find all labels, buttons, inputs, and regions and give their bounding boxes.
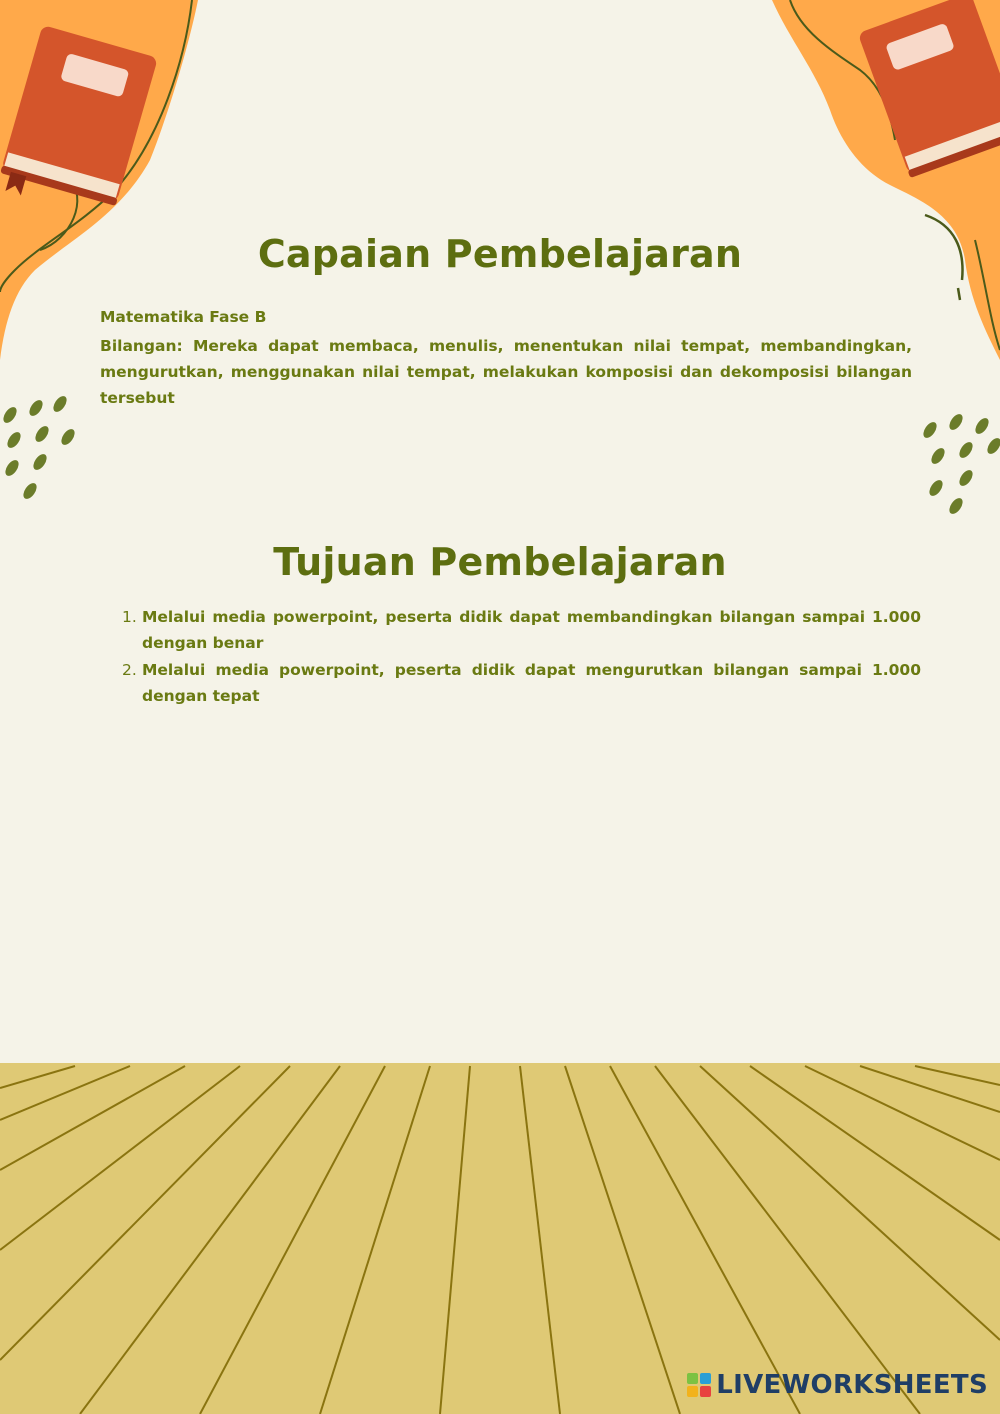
list-item-text: Melalui media powerpoint, peserta didik dapat membandingkan bilangan sampai 1.000 dengan benar	[142, 608, 921, 652]
liveworksheets-logo-text: LIVEWORKSHEETS	[716, 1370, 988, 1400]
subject-label: Matematika Fase B	[100, 308, 267, 326]
list-item-number: 2.	[122, 661, 137, 679]
liveworksheets-brand[interactable]	[686, 1370, 988, 1400]
wooden-floor	[0, 1063, 1000, 1414]
leaf-dots-left	[1, 394, 78, 501]
list-item-text: Melalui media powerpoint, peserta didik dapat mengurutkan bilangan sampai 1.000 dengan tepat	[142, 661, 921, 705]
objectives-list	[120, 604, 921, 710]
liveworksheets-logo-icon	[686, 1372, 712, 1398]
leaf-dots-right	[921, 412, 1000, 516]
list-item	[120, 604, 921, 656]
capaian-text: Bilangan: Mereka dapat membaca, menulis, menentukan nilai tempat, membandingkan, mengurutkan, menggunakan nilai tempat, melakukan komposisi dan dekomposisi bilangan tersebut	[100, 337, 912, 407]
list-item-number: 1.	[122, 608, 137, 626]
capaian-title: Capaian Pembelajaran	[257, 232, 743, 276]
tujuan-title: Tujuan Pembelajaran	[273, 540, 727, 584]
list-item	[120, 657, 921, 709]
